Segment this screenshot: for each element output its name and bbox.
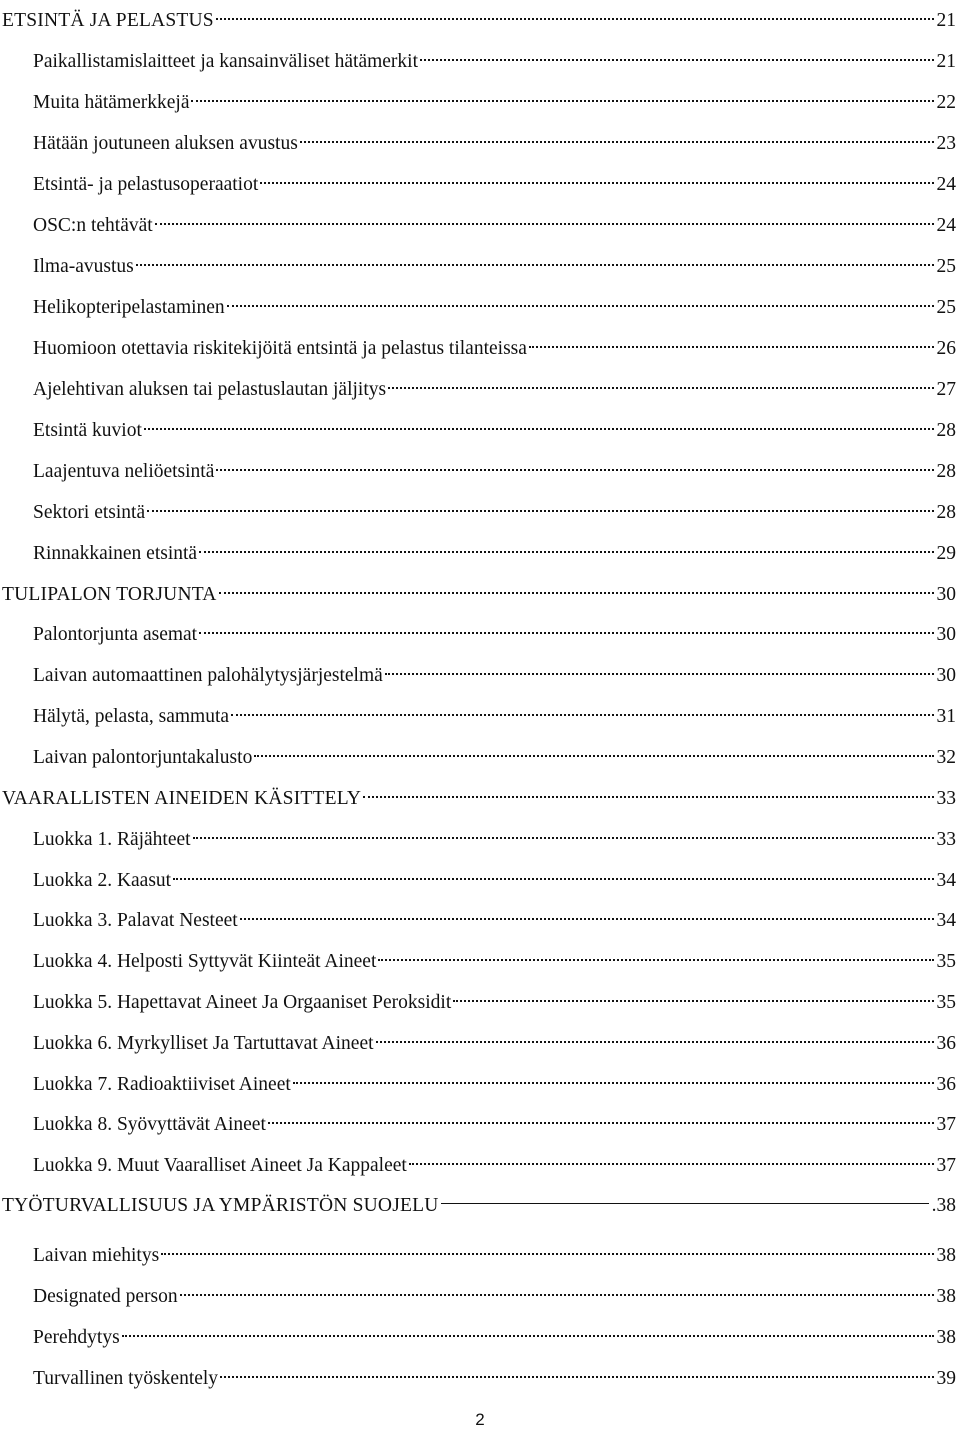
toc-entry[interactable] xyxy=(0,984,956,1015)
toc-dot-leader xyxy=(216,453,933,477)
toc-entry-page: 34 xyxy=(936,870,956,891)
toc-entry-page: 33 xyxy=(936,829,956,850)
toc-section-heading[interactable] xyxy=(0,780,956,811)
toc-entry[interactable] xyxy=(0,494,956,525)
toc-entry-page: 21 xyxy=(936,10,956,31)
toc-entry-page: 38 xyxy=(936,1327,956,1348)
toc-entry-title: Hätään joutuneen aluksen avustus xyxy=(33,133,298,154)
toc-entry[interactable] xyxy=(0,902,956,933)
toc-dot-leader xyxy=(363,780,933,804)
toc-entry[interactable] xyxy=(0,412,956,443)
toc-dot-leader xyxy=(161,1237,933,1261)
toc-entry-title: Ajelehtivan aluksen tai pelastuslautan jäljitys xyxy=(33,379,387,400)
toc-entry[interactable] xyxy=(0,535,956,566)
toc-entry-title: Laivan automaattinen palohälytysjärjestelmä xyxy=(33,665,383,686)
toc-entry[interactable] xyxy=(0,657,956,688)
toc-entry-page: 38 xyxy=(936,1245,956,1266)
toc-dot-leader xyxy=(529,330,934,354)
toc-entry-page: 28 xyxy=(936,420,956,441)
toc-dot-leader xyxy=(254,739,933,763)
toc-entry-page: 39 xyxy=(936,1368,956,1389)
toc-entry[interactable] xyxy=(0,84,956,115)
toc-entry-title: Palontorjunta asemat xyxy=(33,624,198,645)
toc-entry-page: 36 xyxy=(936,1074,956,1095)
toc-entry-title: Laajentuva neliöetsintä xyxy=(33,461,215,482)
toc-entry-title: Muita hätämerkkejä xyxy=(33,92,190,113)
toc-entry[interactable] xyxy=(0,248,956,279)
toc-entry-page: 26 xyxy=(936,338,956,359)
toc-entry-title: Laivan miehitys xyxy=(33,1245,160,1266)
toc-entry-title: Laivan palontorjuntakalusto xyxy=(33,747,253,768)
toc-entry[interactable] xyxy=(0,821,956,852)
toc-entry-page: 31 xyxy=(936,706,956,727)
toc-entry-title: Luokka 6. Myrkylliset Ja Tartuttavat Aineet xyxy=(33,1033,374,1054)
toc-entry-title: ETSINTÄ JA PELASTUS xyxy=(2,10,214,31)
toc-dot-leader xyxy=(388,371,933,395)
toc-entry-title: Luokka 8. Syövyttävät Aineet xyxy=(33,1114,266,1135)
toc-entry-title: Helikopteripelastaminen xyxy=(33,297,225,318)
toc-entry-title: Ilma-avustus xyxy=(33,256,134,277)
toc-dot-leader xyxy=(136,248,934,272)
toc-entry-page: 33 xyxy=(936,788,956,809)
toc-entry[interactable] xyxy=(0,862,956,893)
toc-entry-title: Luokka 9. Muut Vaaralliset Aineet Ja Kappaleet xyxy=(33,1155,407,1176)
toc-entry-page: 36 xyxy=(936,1033,956,1054)
toc-entry[interactable] xyxy=(0,207,956,238)
toc-dot-leader xyxy=(122,1319,934,1343)
toc-entry[interactable] xyxy=(0,739,956,770)
toc-entry[interactable] xyxy=(0,453,956,484)
toc-entry[interactable] xyxy=(0,43,956,74)
toc-dot-leader xyxy=(173,862,933,886)
toc-dot-leader xyxy=(199,535,933,559)
toc-entry[interactable] xyxy=(0,125,956,156)
toc-entry-title: Huomioon otettavia riskitekijöitä entsintä ja pelastus tilanteissa xyxy=(33,338,527,359)
toc-entry[interactable] xyxy=(0,1237,956,1268)
toc-dot-leader xyxy=(240,902,934,926)
toc-entry-page: 37 xyxy=(936,1114,956,1135)
toc-entry[interactable] xyxy=(0,289,956,320)
toc-entry[interactable] xyxy=(0,1066,956,1097)
toc-entry-page: 30 xyxy=(936,584,956,605)
toc-entry-title: Etsintä- ja pelastusoperaatiot xyxy=(33,174,259,195)
toc-entry-title: Luokka 5. Hapettavat Aineet Ja Orgaaniset Peroksidit xyxy=(33,992,452,1013)
toc-entry-page: 24 xyxy=(936,174,956,195)
toc-entry[interactable] xyxy=(0,616,956,647)
toc-entry-page: 23 xyxy=(936,133,956,154)
toc-entry-page: 30 xyxy=(936,665,956,686)
toc-dot-leader xyxy=(453,984,933,1008)
toc-entry-title: VAARALLISTEN AINEIDEN KÄSITTELY xyxy=(2,788,362,809)
toc-dot-leader xyxy=(155,207,934,231)
toc-entry-page: 28 xyxy=(936,461,956,482)
toc-entry-page: 27 xyxy=(936,379,956,400)
toc-entry-page: .38 xyxy=(931,1195,956,1216)
toc-dot-leader xyxy=(219,576,934,600)
toc-entry-page: 21 xyxy=(936,51,956,72)
toc-dot-leader xyxy=(441,1187,929,1211)
toc-entry-page: 25 xyxy=(936,256,956,277)
toc-entry-page: 24 xyxy=(936,215,956,236)
toc-dot-leader xyxy=(260,166,933,190)
toc-entry[interactable] xyxy=(0,1025,956,1056)
toc-dot-leader xyxy=(180,1278,934,1302)
toc-dot-leader xyxy=(144,412,934,436)
toc-dot-leader xyxy=(191,84,933,108)
toc-entry-title: Etsintä kuviot xyxy=(33,420,142,441)
toc-entry-page: 32 xyxy=(936,747,956,768)
toc-entry[interactable] xyxy=(0,371,956,402)
toc-entry-title: Luokka 4. Helposti Syttyvät Kiinteät Aineet xyxy=(33,951,377,972)
toc-entry-title: Sektori etsintä xyxy=(33,502,146,523)
toc-entry[interactable] xyxy=(0,166,956,197)
toc-entry-title: Luokka 2. Kaasut xyxy=(33,870,172,891)
toc-entry-title: TULIPALON TORJUNTA xyxy=(2,584,217,605)
toc-entry-title: Designated person xyxy=(33,1286,178,1307)
toc-entry[interactable] xyxy=(0,330,956,361)
toc-dot-leader xyxy=(216,2,934,26)
toc-dot-leader xyxy=(293,1066,934,1090)
toc-dot-leader xyxy=(220,1360,933,1384)
toc-section-heading[interactable] xyxy=(0,2,956,33)
toc-entry-title: Luokka 3. Palavat Nesteet xyxy=(33,910,238,931)
toc-dot-leader xyxy=(193,821,934,845)
toc-entry-title: OSC:n tehtävät xyxy=(33,215,153,236)
toc-entry-page: 34 xyxy=(936,910,956,931)
toc-entry[interactable] xyxy=(0,943,956,974)
toc-entry-title: Paikallistamislaitteet ja kansainväliset hätämerkit xyxy=(33,51,419,72)
toc-dot-leader xyxy=(227,289,934,313)
toc-entry[interactable] xyxy=(0,1106,956,1137)
toc-dot-leader xyxy=(376,1025,934,1049)
toc-entry[interactable] xyxy=(0,1360,956,1391)
toc-entry-title: Perehdytys xyxy=(33,1327,120,1348)
toc-entry-page: 35 xyxy=(936,951,956,972)
toc-dot-leader xyxy=(147,494,933,518)
toc-dot-leader xyxy=(300,125,934,149)
page-number: 2 xyxy=(475,1410,485,1429)
toc-dot-leader xyxy=(378,943,933,967)
toc-entry-page: 37 xyxy=(936,1155,956,1176)
toc-entry[interactable] xyxy=(0,1278,956,1309)
toc-entry-title: TYÖTURVALLISUUS JA YMPÄRISTÖN SUOJELU xyxy=(2,1195,439,1216)
toc-entry-title: Luokka 1. Räjähteet xyxy=(33,829,191,850)
toc-entry-page: 30 xyxy=(936,624,956,645)
toc-entry-title: Turvallinen työskentely xyxy=(33,1368,219,1389)
toc-dot-leader xyxy=(231,698,933,722)
toc-entry-page: 38 xyxy=(936,1286,956,1307)
toc-entry-title: Hälytä, pelasta, sammuta xyxy=(33,706,230,727)
toc-entry-title: Rinnakkainen etsintä xyxy=(33,543,198,564)
toc-dot-leader xyxy=(199,616,933,640)
toc-section-heading[interactable] xyxy=(0,1187,956,1218)
toc-dot-leader xyxy=(385,657,934,681)
toc-section-heading[interactable] xyxy=(0,576,956,607)
toc-entry-page: 25 xyxy=(936,297,956,318)
toc-entry-page: 29 xyxy=(936,543,956,564)
toc-entry-title: Luokka 7. Radioaktiiviset Aineet xyxy=(33,1074,291,1095)
toc-entry[interactable] xyxy=(0,1147,956,1178)
toc-entry[interactable] xyxy=(0,698,956,729)
toc-entry-page: 22 xyxy=(936,92,956,113)
toc-dot-leader xyxy=(409,1147,934,1171)
toc-entry-page: 35 xyxy=(936,992,956,1013)
toc-dot-leader xyxy=(268,1106,934,1130)
toc-dot-leader xyxy=(420,43,933,67)
toc-entry-page: 28 xyxy=(936,502,956,523)
toc-entry[interactable] xyxy=(0,1319,956,1350)
